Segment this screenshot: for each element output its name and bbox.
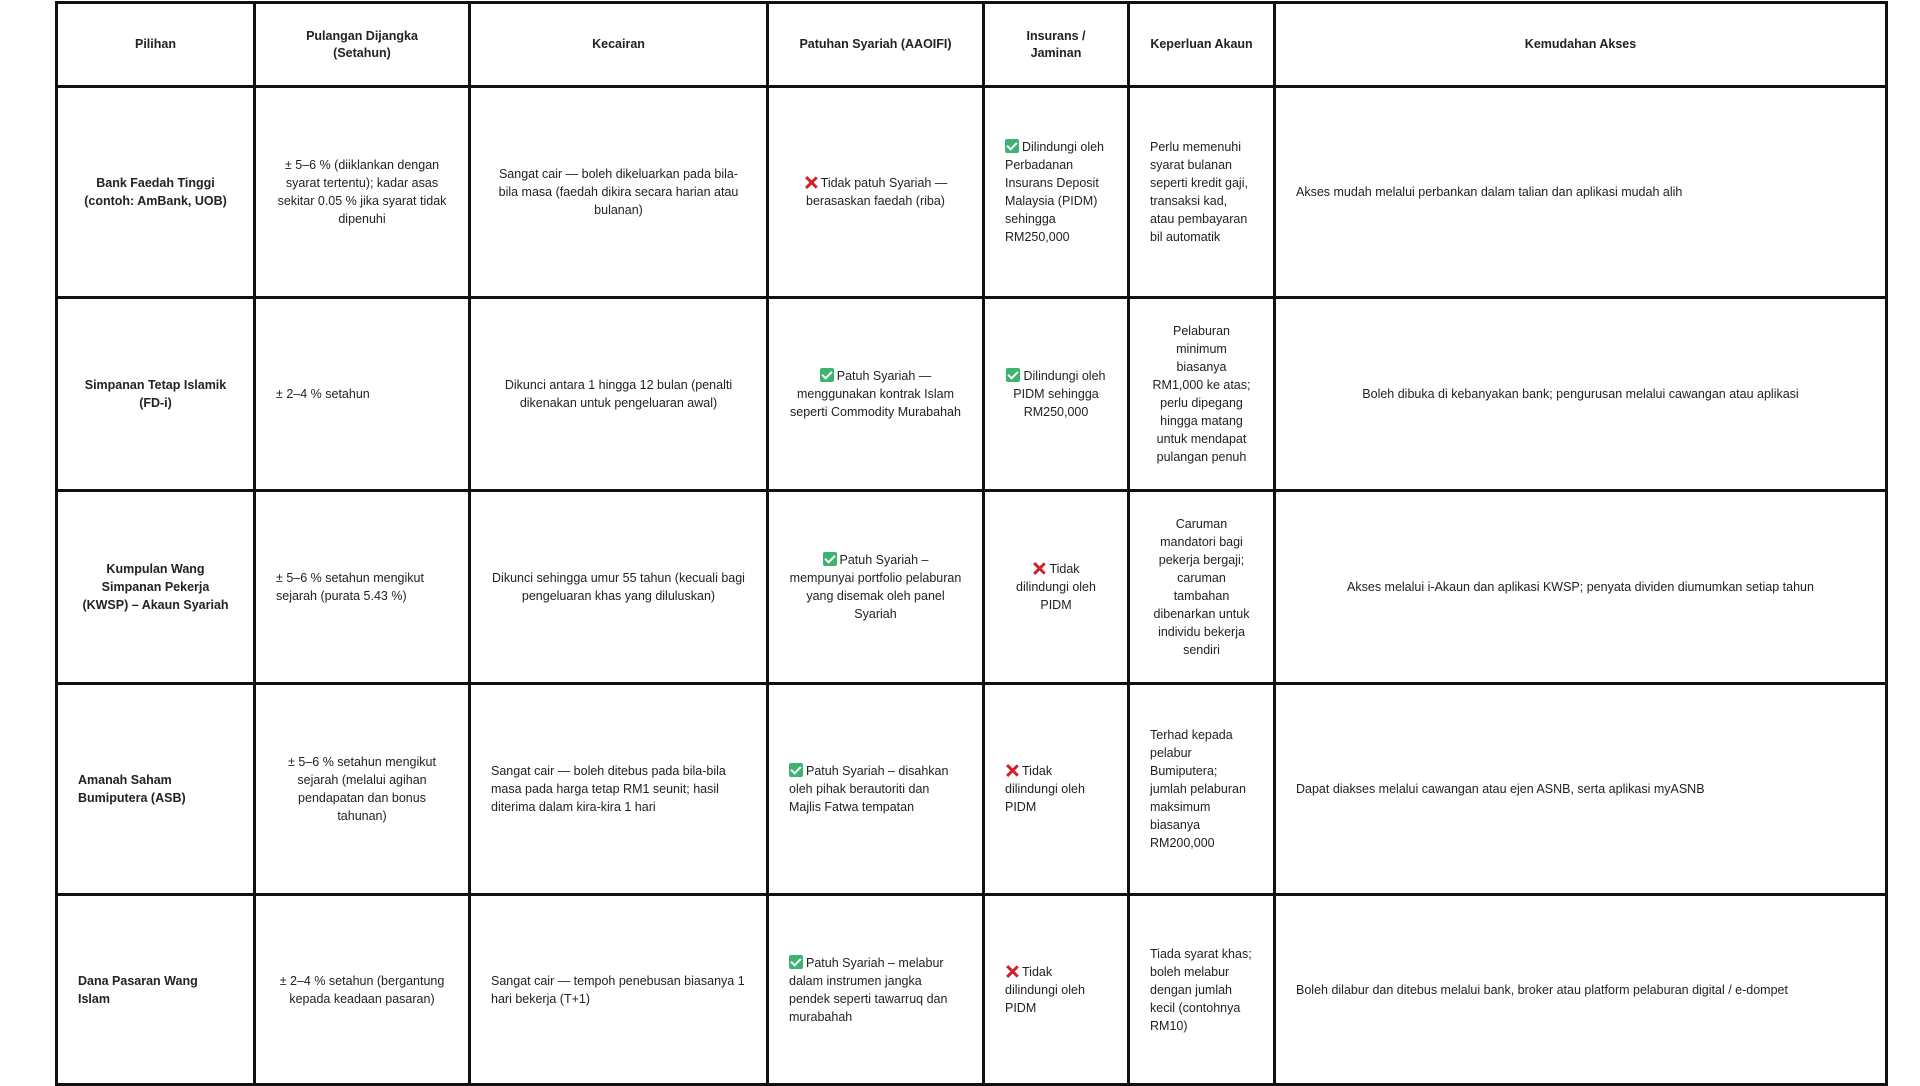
table-row <box>57 684 1887 895</box>
header-patuhan-syariah: Patuhan Syariah (AAOIFI) <box>768 3 984 87</box>
cell-syariah-text: Patuh Syariah – disahkan oleh pihak berautoriti dan Majlis Fatwa tempatan <box>789 764 949 814</box>
check-mark-icon <box>789 955 803 969</box>
table-row <box>57 87 1887 298</box>
check-mark-icon <box>1006 368 1020 382</box>
cell-keperluan: Pelaburan minimum biasanya RM1,000 ke atas; perlu dipegang hingga matang untuk mendapat pulangan penuh <box>1129 298 1275 491</box>
header-insurans <box>984 3 1129 87</box>
cell-pilihan: Simpanan Tetap Islamik (FD-i) <box>57 298 255 491</box>
cell-akses: Dapat diakses melalui cawangan atau ejen ASNB, serta aplikasi myASNB <box>1275 684 1887 895</box>
cell-pulangan: ± 2–4 % setahun (bergantung kepada keadaan pasaran) <box>255 895 470 1085</box>
header-pilihan: Pilihan <box>57 3 255 87</box>
cell-akses: Akses mudah melalui perbankan dalam talian dan aplikasi mudah alih <box>1275 87 1887 298</box>
cell-insurans-text: Tidak dilindungi oleh PIDM <box>1016 562 1096 612</box>
cell-insurans-text: Tidak dilindungi oleh PIDM <box>1005 964 1085 1015</box>
cell-kecairan: Dikunci sehingga umur 55 tahun (kecuali bagi pengeluaran khas yang diluluskan) <box>470 491 768 684</box>
cell-insurans <box>984 298 1129 491</box>
table-row <box>57 298 1887 491</box>
cell-pilihan: Kumpulan Wang Simpanan Pekerja (KWSP) – Akaun Syariah <box>57 491 255 684</box>
cell-kecairan: Sangat cair — boleh ditebus pada bila-bila masa pada harga tetap RM1 seunit; hasil diterima dalam kira-kira 1 hari <box>470 684 768 895</box>
check-mark-icon <box>820 368 834 382</box>
cell-syariah <box>768 491 984 684</box>
cell-insurans-text: Tidak dilindungi oleh PIDM <box>1005 764 1085 814</box>
cross-mark-icon <box>1005 964 1019 978</box>
cell-insurans-text: Dilindungi oleh Perbadanan Insurans Deposit Malaysia (PIDM) sehingga RM250,000 <box>1005 140 1105 244</box>
cell-pilihan: Bank Faedah Tinggi (contoh: AmBank, UOB) <box>57 87 255 298</box>
cell-pulangan: ± 5–6 % setahun mengikut sejarah (purata 5.43 %) <box>255 491 470 684</box>
header-pulangan: Pulangan Dijangka (Setahun) <box>255 3 470 87</box>
table-row <box>57 895 1887 1085</box>
header-insurans-label: Insurans / Jaminan <box>1026 28 1086 60</box>
cell-keperluan: Caruman mandatori bagi pekerja bergaji; caruman tambahan dibenarkan untuk individu bekerja sendiri <box>1129 491 1275 684</box>
cell-keperluan: Perlu memenuhi syarat bulanan seperti kredit gaji, transaksi kad, atau pembayaran bil automatik <box>1129 87 1275 298</box>
cell-keperluan: Tiada syarat khas; boleh melabur dengan jumlah kecil (contohnya RM10) <box>1129 895 1275 1085</box>
cross-mark-icon <box>804 175 818 189</box>
check-mark-icon <box>1005 139 1019 153</box>
header-kecairan: Kecairan <box>470 3 768 87</box>
cell-pulangan: ± 5–6 % setahun mengikut sejarah (melalui agihan pendapatan dan bonus tahunan) <box>255 684 470 895</box>
cell-kecairan: Sangat cair — tempoh penebusan biasanya 1 hari bekerja (T+1) <box>470 895 768 1085</box>
cell-syariah <box>768 87 984 298</box>
cross-mark-icon <box>1032 561 1046 575</box>
cell-syariah <box>768 684 984 895</box>
cell-pilihan: Amanah Saham Bumiputera (ASB) <box>57 684 255 895</box>
cell-syariah-text: Tidak patuh Syariah — berasaskan faedah (riba) <box>806 176 948 208</box>
cell-insurans <box>984 491 1129 684</box>
cell-insurans <box>984 895 1129 1085</box>
table-row <box>57 491 1887 684</box>
check-mark-icon <box>789 763 803 777</box>
cell-insurans-text: Dilindungi oleh PIDM sehingga RM250,000 <box>1013 369 1106 419</box>
cell-pulangan: ± 5–6 % (diiklankan dengan syarat tertentu); kadar asas sekitar 0.05 % jika syarat tidak dipenuhi <box>255 87 470 298</box>
cell-insurans <box>984 87 1129 298</box>
cell-insurans <box>984 684 1129 895</box>
cell-syariah <box>768 895 984 1085</box>
cell-syariah-text: Patuh Syariah – mempunyai portfolio pelaburan yang disemak oleh panel Syariah <box>789 553 962 621</box>
cell-pulangan: ± 2–4 % setahun <box>255 298 470 491</box>
cell-akses: Akses melalui i-Akaun dan aplikasi KWSP; penyata dividen diumumkan setiap tahun <box>1275 491 1887 684</box>
cell-syariah-text: Patuh Syariah — menggunakan kontrak Islam seperti Commodity Murabahah <box>790 369 961 419</box>
cell-pilihan: Dana Pasaran Wang Islam <box>57 895 255 1085</box>
comparison-table <box>55 1 1888 1086</box>
cell-syariah-text: Patuh Syariah – melabur dalam instrumen jangka pendek seperti tawarruq dan murabahah <box>789 955 948 1024</box>
cell-kecairan: Sangat cair — boleh dikeluarkan pada bila-bila masa (faedah dikira secara harian atau bulanan) <box>470 87 768 298</box>
header-keperluan: Keperluan Akaun <box>1129 3 1275 87</box>
cell-syariah <box>768 298 984 491</box>
cell-kecairan: Dikunci antara 1 hingga 12 bulan (penalti dikenakan untuk pengeluaran awal) <box>470 298 768 491</box>
cell-keperluan: Terhad kepada pelabur Bumiputera; jumlah pelaburan maksimum biasanya RM200,000 <box>1129 684 1275 895</box>
cell-akses: Boleh dibuka di kebanyakan bank; pengurusan melalui cawangan atau aplikasi <box>1275 298 1887 491</box>
check-mark-icon <box>823 552 837 566</box>
header-row <box>57 3 1887 87</box>
header-kemudahan: Kemudahan Akses <box>1275 3 1887 87</box>
cell-akses: Boleh dilabur dan ditebus melalui bank, broker atau platform pelaburan digital / e-dompet <box>1275 895 1887 1085</box>
cross-mark-icon <box>1005 763 1019 777</box>
